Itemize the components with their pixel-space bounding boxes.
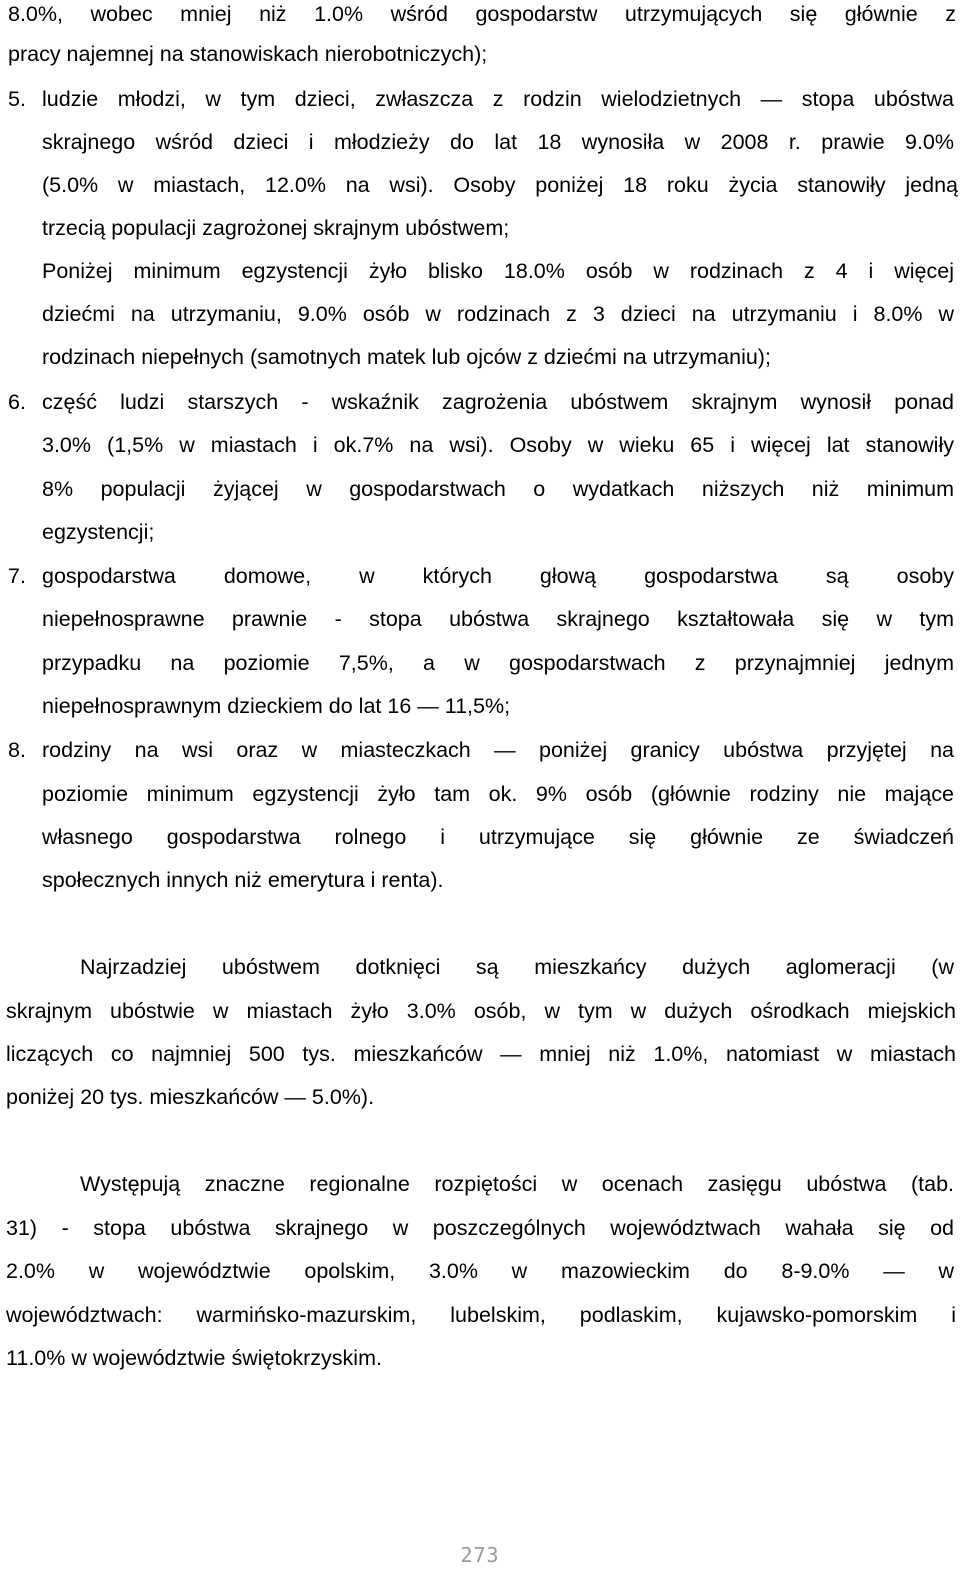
text-line: część ludzi starszych - wskaźnik zagrożenia ubóstwem skrajnym wynosił ponad [42,390,954,414]
list-item-number: 8. [8,738,26,762]
text-line: 8.0%, wobec mniej niż 1.0% wśród gospodarstw utrzymujących się głównie z [8,2,956,26]
text-line: rodziny na wsi oraz w miasteczkach — poniżej granicy ubóstwa przyjętej na [42,738,954,762]
text-line: poziomie minimum egzystencji żyło tam ok. 9% osób (głównie rodziny nie mające [42,782,954,806]
text-line: 2.0% w województwie opolskim, 3.0% w mazowieckim do 8-9.0% — w [6,1259,954,1283]
text-line: (5.0% w miastach, 12.0% na wsi). Osoby poniżej 18 roku życia stanowiły jedną [42,173,958,197]
list-item-number: 6. [8,390,26,414]
text-line: 3.0% (1,5% w miastach i ok.7% na wsi). Osoby w wieku 65 i więcej lat stanowiły [42,433,954,457]
text-line: ludzie młodzi, w tym dzieci, zwłaszcza z rodzin wielodzietnych — stopa ubóstwa [42,87,954,111]
text-line: własnego gospodarstwa rolnego i utrzymujące się głównie ze świadczeń [42,825,954,849]
text-line: egzystencji; [42,520,155,544]
text-line: 8% populacji żyjącej w gospodarstwach o wydatkach niższych niż minimum [42,477,954,501]
text-line: liczących co najmniej 500 tys. mieszkańców — mniej niż 1.0%, natomiast w miastach [6,1042,956,1066]
text-line: 31) - stopa ubóstwa skrajnego w poszczególnych województwach wahała się od [6,1216,954,1240]
list-item-number: 5. [8,87,26,111]
text-line: gospodarstwa domowe, w których głową gospodarstwa są osoby [42,564,954,588]
text-line: poniżej 20 tys. mieszkańców — 5.0%). [6,1085,375,1109]
text-line: trzecią populacji zagrożonej skrajnym ubóstwem; [42,216,510,240]
text-line: skrajnym ubóstwie w miastach żyło 3.0% osób, w tym w dużych ośrodkach miejskich [6,999,956,1023]
text-line: niepełnosprawnym dzieckiem do lat 16 — 11,5%; [42,694,511,718]
page-number: 273 [460,1543,500,1567]
text-line: województwach: warmińsko-mazurskim, lubelskim, podlaskim, kujawsko-pomorskim i [6,1303,956,1327]
text-line: Występują znaczne regionalne rozpiętości w ocenach zasięgu ubóstwa (tab. [80,1172,954,1196]
text-line: Najrzadziej ubóstwem dotknięci są mieszkańcy dużych aglomeracji (w [80,955,954,979]
text-line: 11.0% w województwie świętokrzyskim. [6,1346,382,1370]
text-line: rodzinach niepełnych (samotnych matek lub ojców z dziećmi na utrzymaniu); [42,345,771,369]
text-line: niepełnosprawne prawnie - stopa ubóstwa skrajnego kształtowała się w tym [42,607,954,631]
list-item-number: 7. [8,564,26,588]
text-line: dziećmi na utrzymaniu, 9.0% osób w rodzinach z 3 dzieci na utrzymaniu i 8.0% w [42,302,954,326]
text-line: przypadku na poziomie 7,5%, a w gospodarstwach z przynajmniej jednym [42,651,954,675]
text-line: Poniżej minimum egzystencji żyło blisko 18.0% osób w rodzinach z 4 i więcej [42,259,954,283]
text-line: pracy najemnej na stanowiskach nierobotniczych); [8,42,488,66]
text-line: społecznych innych niż emerytura i renta). [42,868,444,892]
text-line: skrajnego wśród dzieci i młodzieży do lat 18 wynosiła w 2008 r. prawie 9.0% [42,130,954,154]
